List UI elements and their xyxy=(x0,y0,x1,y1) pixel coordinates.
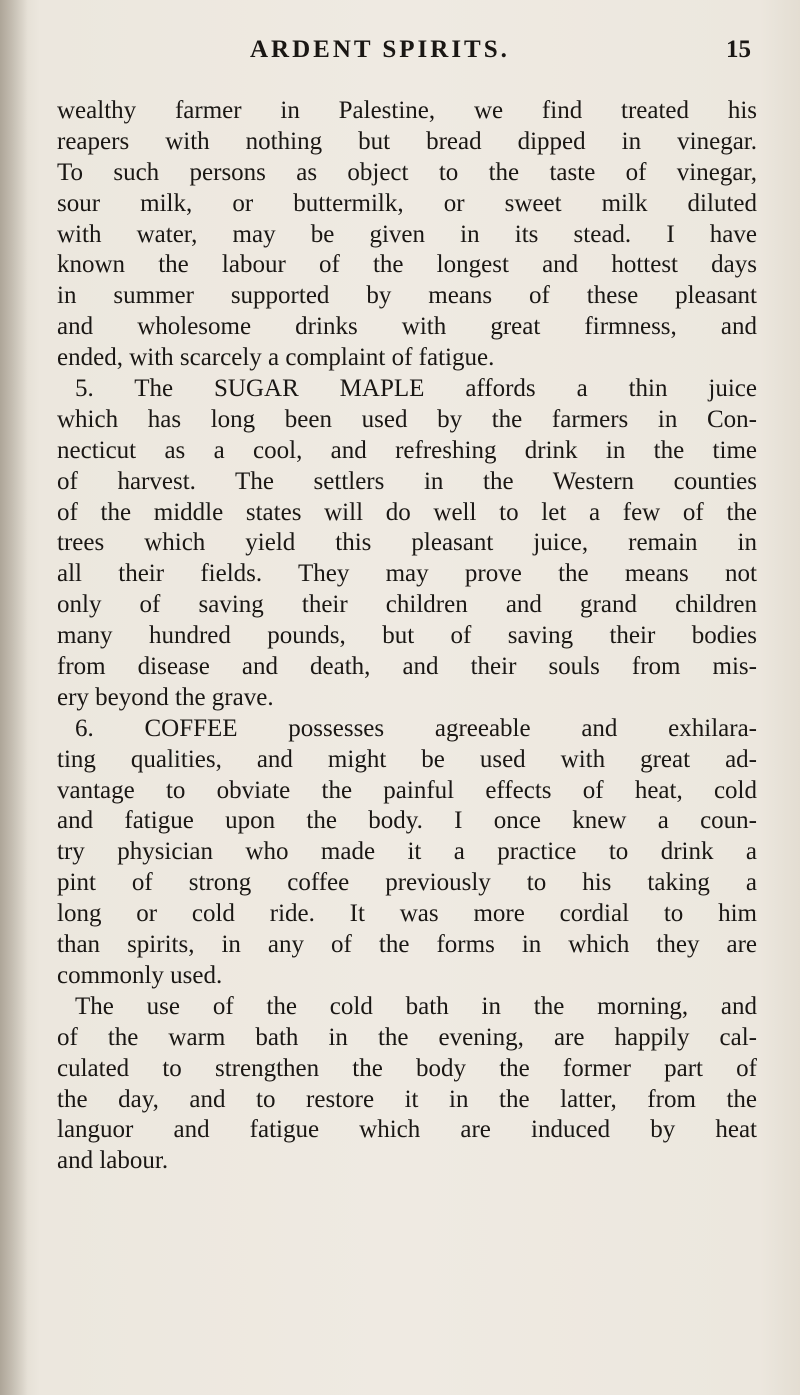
text-line: of the warm bath in the evening, are happily cal- xyxy=(57,1023,757,1051)
text-line: try physician who made it a practice to drink a xyxy=(57,838,757,866)
text-line: necticut as a cool, and refreshing drink in the time xyxy=(57,436,757,464)
paragraph-sugar-maple-start: 5. The SUGAR MAPLE affords a thin juice xyxy=(75,375,757,403)
text-line: languor and fatigue which are induced by heat xyxy=(57,1116,757,1144)
running-head xyxy=(0,36,800,76)
text-line: pint of strong coffee previously to his taking a xyxy=(57,869,757,897)
text-line: from disease and death, and their souls from mis- xyxy=(57,653,757,681)
text-line: ended, with scarcely a complaint of fatigue. xyxy=(57,344,495,372)
text-line: commonly used. xyxy=(57,961,223,989)
text-line: vantage to obviate the painful effects of heat, cold xyxy=(57,776,757,804)
text-line: wealthy farmer in Palestine, we find treated his xyxy=(57,97,757,124)
text-line: than spirits, in any of the forms in which they are xyxy=(57,931,757,959)
text-line: and fatigue upon the body. I once knew a coun- xyxy=(57,807,757,835)
paragraph-coffee-start: 6. COFFEE possesses agreeable and exhilara- xyxy=(75,714,757,742)
text-line: and labour. xyxy=(57,1147,169,1175)
text-line: sour milk, or buttermilk, or sweet milk diluted xyxy=(57,189,757,217)
text-line: of the middle states will do well to let a few of the xyxy=(57,498,757,526)
text-line: and wholesome drinks with great firmness, and xyxy=(57,313,757,341)
text-line: To such persons as object to the taste of vinegar, xyxy=(57,158,757,186)
running-title: ARDENT SPIRITS. xyxy=(250,36,510,63)
binding-shadow xyxy=(0,0,28,1395)
text-line: long or cold ride. It was more cordial to him xyxy=(57,900,757,928)
text-line: all their fields. They may prove the means not xyxy=(57,560,757,588)
paragraph-bath-start: The use of the cold bath in the morning, and xyxy=(75,992,757,1020)
text-line: many hundred pounds, but of saving their bodies xyxy=(57,622,757,650)
text-line: of harvest. The settlers in the Western counties xyxy=(57,467,757,495)
text-line: ery beyond the grave. xyxy=(57,683,274,711)
text-line: with water, may be given in its stead. I have xyxy=(57,220,757,248)
page-number: 15 xyxy=(726,36,751,63)
text-line: which has long been used by the farmers in Con- xyxy=(57,405,757,433)
text-line: only of saving their children and grand children xyxy=(57,591,757,619)
text-line: in summer supported by means of these pleasant xyxy=(57,282,757,310)
text-line: the day, and to restore it in the latter, from the xyxy=(57,1085,757,1113)
text-line: ting qualities, and might be used with great ad- xyxy=(57,745,757,773)
text-line: known the labour of the longest and hottest days xyxy=(57,251,757,279)
text-line: trees which yield this pleasant juice, remain in xyxy=(57,529,757,557)
text-line: culated to strengthen the body the former part of xyxy=(57,1054,757,1082)
body-text xyxy=(57,96,757,1177)
text-line: reapers with nothing but bread dipped in vinegar. xyxy=(57,127,757,155)
